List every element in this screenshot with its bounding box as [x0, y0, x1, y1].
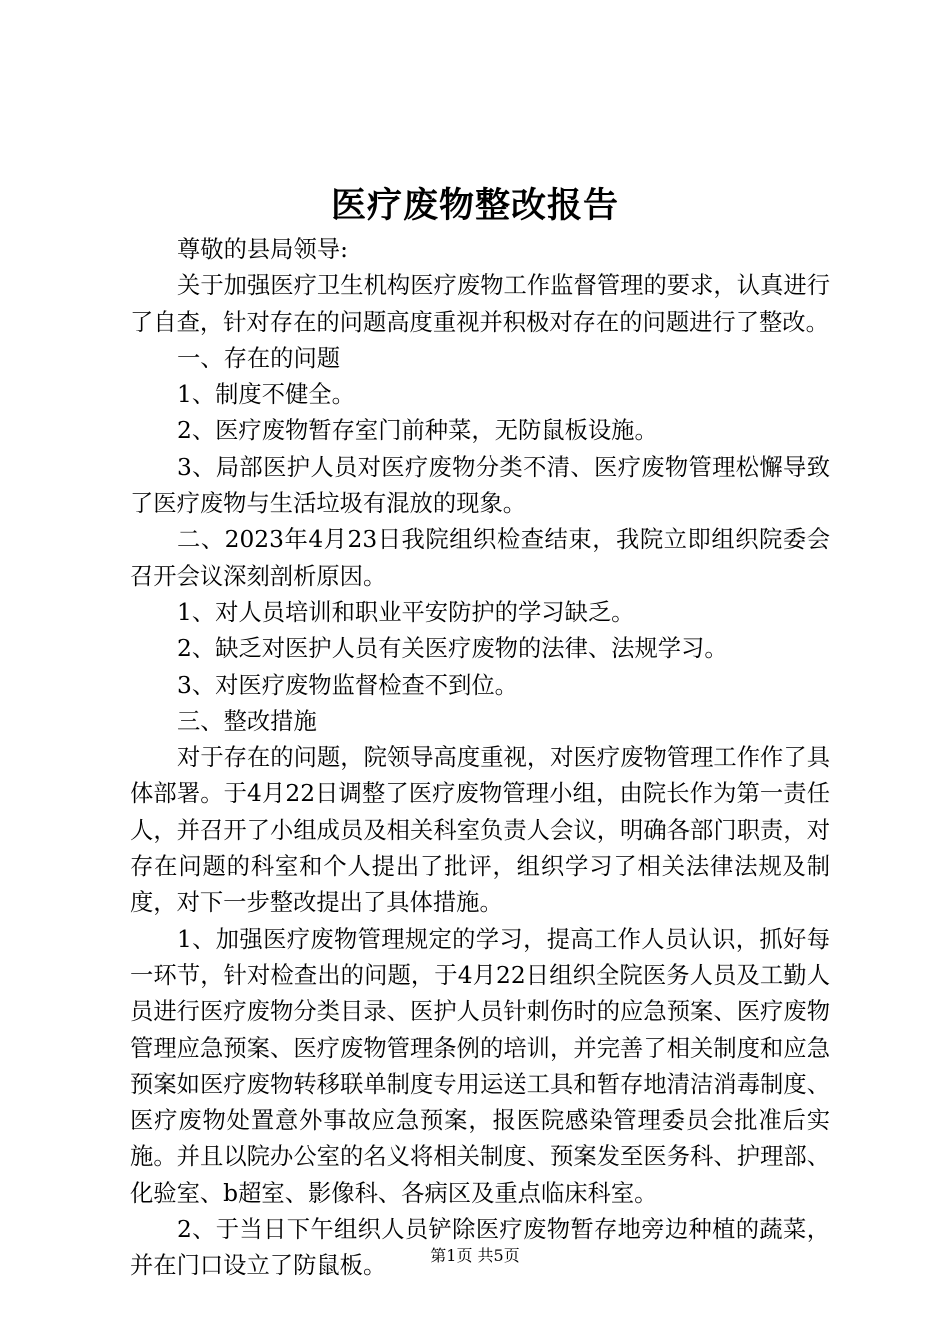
document-title: 医疗废物整改报告 — [330, 185, 619, 226]
measure-item-1: 1、加强医疗废物管理规定的学习，提高工作人员认识，抓好每一环节，针对检查出的问题，于4月22日组织全院医务人员及工勤人员进行医疗废物分类目录、医护人员针刺伤时的应急预案、医疗废物管理应急预案、医疗废物管理条例的培训，并完善了相关制度和应急预案如医疗废物转移联单制度专用运送工具和暂存地清洁消毒制度、医疗废物处置意外事故应急预案，报医院感染管理委员会批准后实施。并且以院办公室的名义将相关制度、预案发至医务科、护理部、化验室、b超室、影像科、各病区及重点临床科室。 — [130, 925, 830, 1207]
intro-paragraph: 关于加强医疗卫生机构医疗废物工作监督管理的要求，认真进行了自查，针对存在的问题高度重视并积极对存在的问题进行了整改。 — [130, 272, 830, 336]
document-body — [130, 232, 830, 1285]
cause-item-3: 3、对医疗废物监督检查不到位。 — [177, 671, 518, 699]
problem-item-1: 1、制度不健全。 — [177, 381, 355, 409]
section-heading-problems: 一、存在的问题 — [177, 344, 341, 372]
section-heading-analysis: 二、2023年4月23日我院组织检查结束，我院立即组织院委会召开会议深刻剖析原因。 — [130, 526, 830, 590]
cause-item-1: 1、对人员培训和职业平安防护的学习缺乏。 — [177, 598, 635, 626]
measures-overview: 对于存在的问题，院领导高度重视，对医疗废物管理工作作了具体部署。于4月22日调整了医疗废物管理小组，由院长作为第一责任人，并召开了小组成员及相关科室负责人会议，明确各部门职责，对存在问题的科室和个人提出了批评，组织学习了相关法律法规及制度，对下一步整改提出了具体措施。 — [130, 744, 830, 917]
problem-item-2: 2、医疗废物暂存室门前种菜，无防鼠板设施。 — [177, 417, 658, 445]
cause-item-2: 2、缺乏对医护人员有关医疗废物的法律、法规学习。 — [177, 635, 728, 663]
page-footer: 第1页 共5页 — [430, 1246, 520, 1265]
problem-item-3: 3、局部医护人员对医疗废物分类不清、医疗废物管理松懈导致了医疗废物与生活垃圾有混放的现象。 — [130, 453, 830, 518]
salutation: 尊敬的县局领导: — [177, 236, 348, 263]
measure-item-2: 2、于当日下午组织人员铲除医疗废物暂存地旁边种植的蔬菜，并在门口设立了防鼠板。 — [130, 1216, 830, 1280]
section-heading-measures: 三、整改措施 — [177, 707, 317, 735]
